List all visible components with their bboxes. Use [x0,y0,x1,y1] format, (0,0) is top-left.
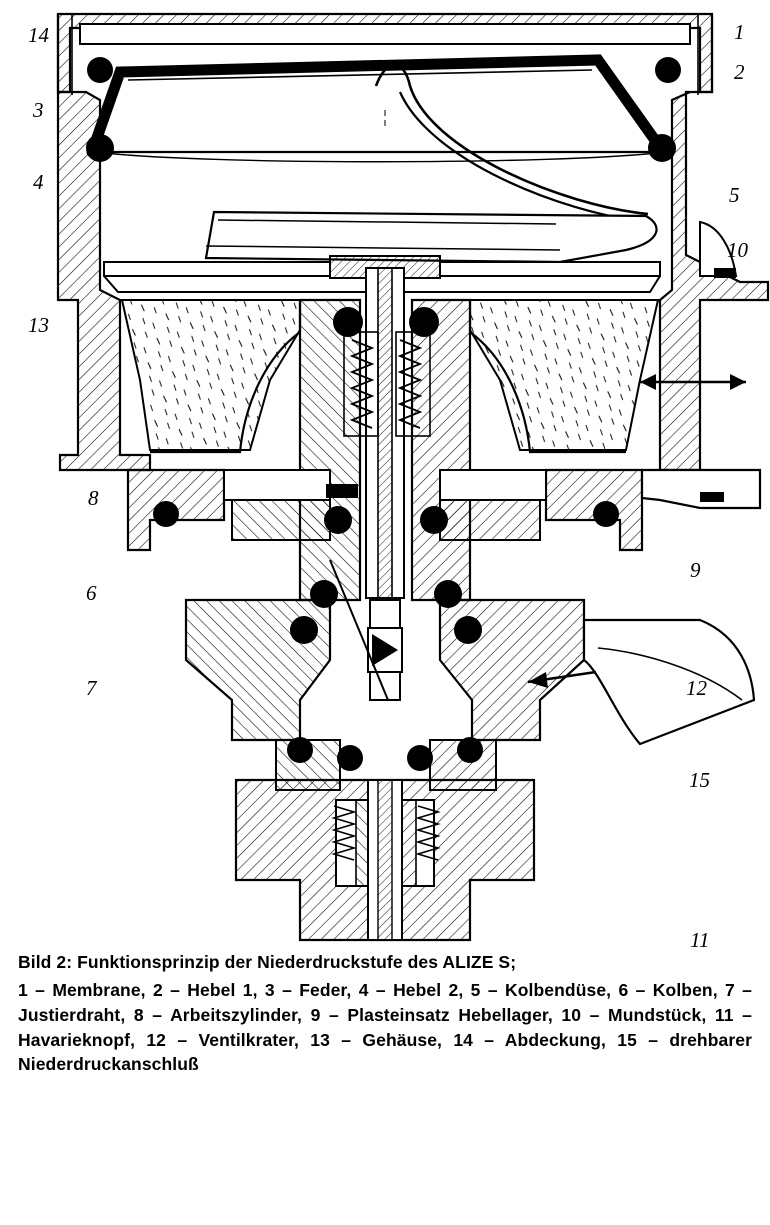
piston-stem [378,268,392,598]
callout-7: 7 [86,676,97,700]
o-ring-valve-left [290,616,318,644]
spring-wire [376,65,648,214]
o-ring-cylinder-left [153,501,179,527]
o-ring-mid-right [420,506,448,534]
o-ring-lower-right [457,737,483,763]
o-ring-top-right [655,57,681,83]
callout-4: 4 [33,170,44,194]
o-ring-mid-left [324,506,352,534]
o-ring-lower-left [287,737,313,763]
callout-5: 5 [729,183,740,207]
lp-connection [584,620,754,744]
callout-10: 10 [727,238,748,262]
callout-9: 9 [690,558,701,582]
callout-13: 13 [28,313,49,337]
figure-caption-legend: 1 – Membrane, 2 – Hebel 1, 3 – Feder, 4 – Hebel 2, 5 – Kolbendüse, 6 – Kolben, 7 – Justierdraht, 8 – Arbeitszylinder, 9 – Plasteinsatz Hebellager, 10 – Mundstück, 11 – Havarieknopf, 12 – Ventilkrater, 13 – Gehäuse, 14 – Abdeckung, 15 – drehbarer Niederdruckanschluß [18,979,752,1075]
o-ring-valve-upper-right [434,580,462,608]
callout-6: 6 [86,581,97,605]
o-ring-valve-right [454,616,482,644]
callout-8: 8 [88,486,99,510]
lever-2 [206,212,657,262]
piston-body-left [300,300,360,600]
piston-body-right [412,300,470,600]
figure-caption [18,950,752,1077]
callout-12: 12 [686,676,707,700]
o-ring-lower-left-2 [337,745,363,771]
lp-port-upper [642,470,760,508]
callout-3: 3 [33,98,44,122]
chamber-left [122,300,300,450]
mouthpiece-seal [714,268,736,278]
callout-1: 1 [734,20,745,44]
lever-1 [92,60,662,152]
o-ring-valve-upper-left [310,580,338,608]
o-ring-lower-right-2 [407,745,433,771]
callout-2: 2 [734,60,745,84]
callout-15: 15 [689,768,710,792]
o-ring-top-left [87,57,113,83]
lever-1-pivot-left [86,134,114,162]
callout-14: 14 [28,23,49,47]
o-ring-cylinder-right [593,501,619,527]
callout-11: 11 [690,928,710,952]
piston-nozzle [326,484,358,498]
chamber-right [470,300,658,450]
figure-caption-title: Bild 2: Funktionsprinzip der Niederdruckstufe des ALIZE S; [18,952,517,972]
lever-1-pivot-right [648,134,676,162]
